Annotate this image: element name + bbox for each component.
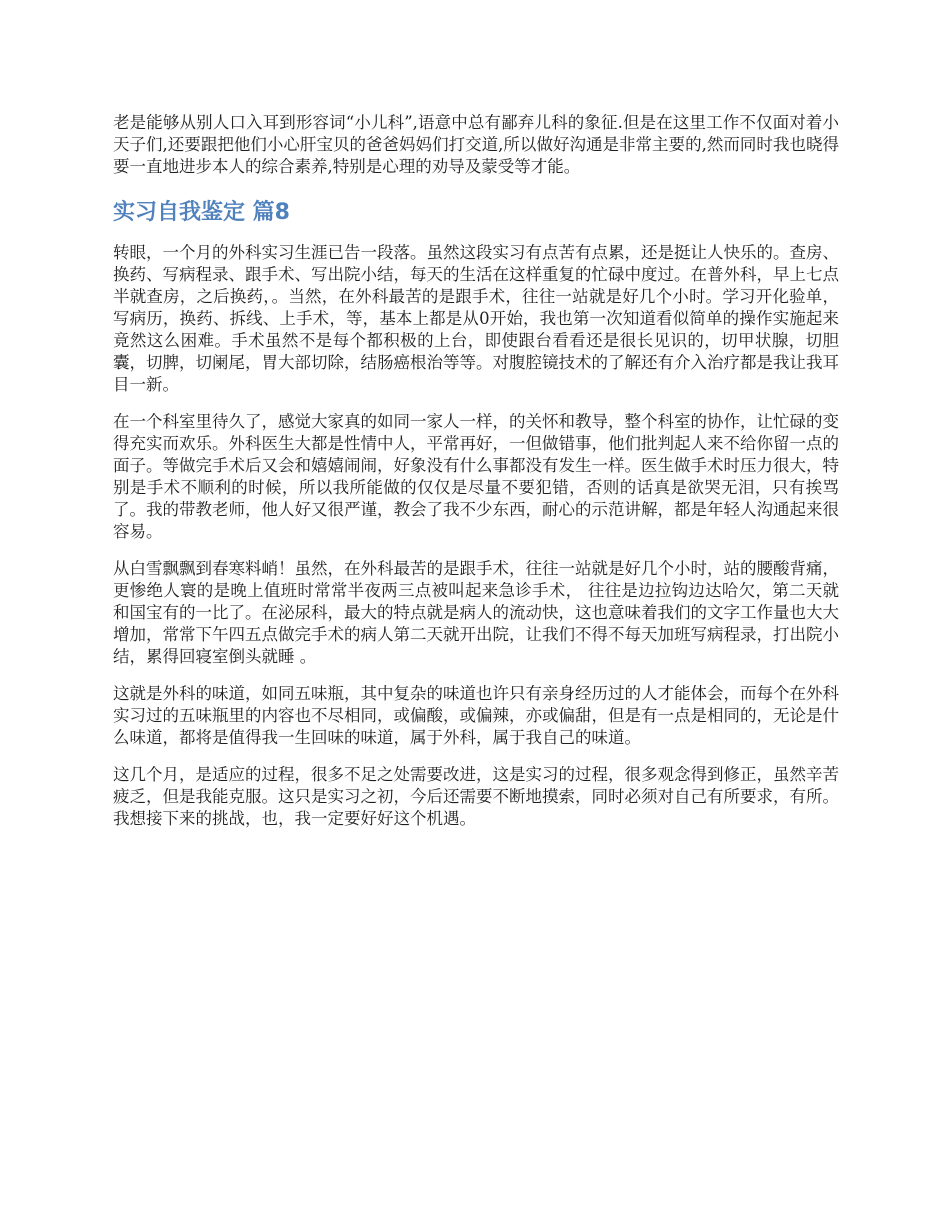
body-paragraph-1: 转眼，一个月的外科实习生涯已告一段落。虽然这段实习有点苦有点累，还是挺让人快乐的。查房、换药、写病程录、跟手术、写出院小结，每天的生活在这样重复的忙碌中度过。在普外科，早上七点半就查房，之后换药，。当然，在外科最苦的是跟手术，往往一站就是好几个小时。学习开化验单，写病历，换药、拆线、上手术，等，基本上都是从0开始，我也第一次知道看似简单的操作实施起来竟然这么困难。手术虽然不是每个都积极的上台，即使跟台看看还是很长见识的，切甲状腺，切胆囊，切脾，切阑尾，胃大部切除，结肠癌根治等等。对腹腔镜技术的了解还有介入治疗都是我让我耳目一新。 (113, 243, 839, 394)
document-page (113, 112, 839, 845)
section-title: 实习自我鉴定 篇8 (113, 200, 290, 225)
intro-paragraph: 老是能够从别人口入耳到形容词“小儿科”,语意中总有鄙弃儿科的象征.但是在这里工作不仅面对着小天子们,还要跟把他们小心肝宝贝的爸爸妈妈们打交道,所以做好沟通是非常主要的,然而同时我也晓得要一直地进步本人的综合素养,特别是心理的劝导及蒙受等才能。 (113, 113, 839, 176)
body-paragraph-3: 从白雪飘飘到春寒料峭！虽然，在外科最苦的是跟手术，往往一站就是好几个小时，站的腰酸背痛，更惨绝人寰的是晚上值班时常常半夜两三点被叫起来急诊手术， 往往是边拉钩边达哈欠，第二天就和国宝有的一比了。在泌尿科，最大的特点就是病人的流动快，这也意味着我们的文字工作量也大大增加，常常下午四五点做完手术的病人第二天就开出院，让我们不得不每天加班写病程录，打出院小结，累得回寝室倒头就睡 。 (113, 559, 839, 666)
body-paragraph-4: 这就是外科的味道，如同五味瓶，其中复杂的味道也许只有亲身经历过的人才能体会，而每个在外科实习过的五味瓶里的内容也不尽相同，或偏酸，或偏辣，亦或偏甜，但是有一点是相同的，无论是什么味道，都将是值得我一生回味的味道，属于外科，属于我自己的味道。 (113, 684, 839, 747)
body-paragraph-5: 这几个月，是适应的过程，很多不足之处需要改进，这是实习的过程，很多观念得到修正，虽然辛苦疲乏，但是我能克服。这只是实习之初，今后还需要不断地摸索，同时必须对自己有所要求，有所。我想接下来的挑战，也，我一定要好好这个机遇。 (113, 765, 839, 828)
body-paragraph-2: 在一个科室里待久了，感觉大家真的如同一家人一样，的关怀和教导，整个科室的协作，让忙碌的变得充实而欢乐。外科医生大都是性情中人，平常再好，一但做错事，他们批判起人来不给你留一点的面子。等做完手术后又会和嬉嬉闹闹，好象没有什么事都没有发生一样。医生做手术时压力很大，特别是手术不顺利的时候，所以我所能做的仅仅是尽量不要犯错，否则的话真是欲哭无泪，只有挨骂了。我的带教老师，他人好又很严谨，教会了我不少东西，耐心的示范讲解，都是年轻人沟通起来很容易。 (113, 412, 839, 541)
